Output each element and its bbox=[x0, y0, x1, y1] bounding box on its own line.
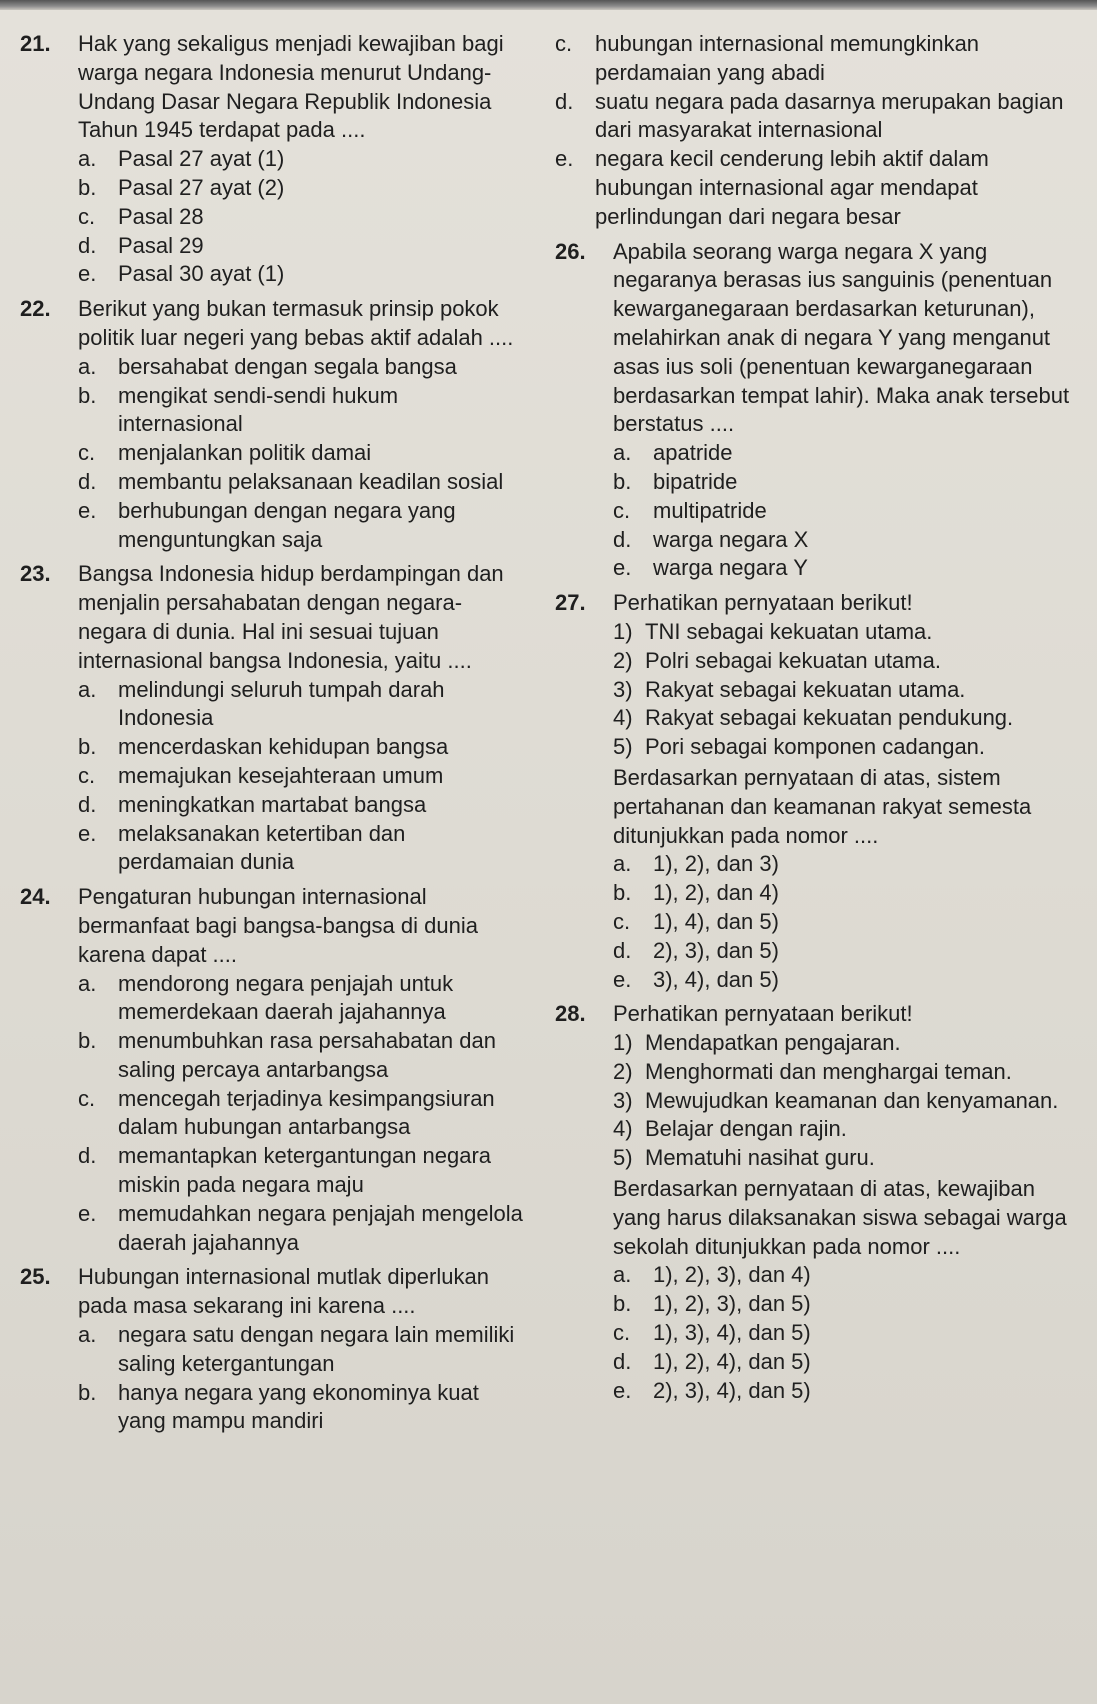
question-stem: Berikut yang bukan termasuk prinsip pokok politik luar negeri yang bebas aktif adalah .... bbox=[78, 296, 514, 350]
option-text: 1), 2), 4), dan 5) bbox=[653, 1348, 811, 1374]
option-label: d. bbox=[613, 526, 632, 552]
question-stem: Bangsa Indonesia hidup berdampingan dan menjalin persahabatan dengan negara-negara di dunia. Hal ini sesuai tujuan internasional bangsa Indonesia, yaitu .... bbox=[78, 561, 504, 673]
item-text: Polri sebagai kekuatan utama. bbox=[645, 647, 941, 673]
option-label: b. bbox=[78, 1028, 97, 1054]
option-label: a. bbox=[78, 970, 97, 996]
option-text: warga negara Y bbox=[653, 555, 808, 581]
option-label: b. bbox=[613, 468, 632, 494]
item-text: Rakyat sebagai kekuatan pendukung. bbox=[645, 705, 1014, 731]
option-text: Pasal 30 ayat (1) bbox=[118, 261, 285, 287]
item-label: 1) bbox=[613, 618, 633, 644]
option-label: c. bbox=[78, 440, 96, 466]
option-text: hubungan internasional memungkinkan perdamaian yang abadi bbox=[595, 31, 980, 85]
option bbox=[20, 733, 525, 762]
item-text: Pori sebagai komponen cadangan. bbox=[645, 734, 986, 760]
question-27 bbox=[555, 589, 1085, 994]
question-21 bbox=[20, 30, 525, 289]
option bbox=[20, 1321, 525, 1379]
question-number: 26. bbox=[555, 238, 586, 264]
option bbox=[555, 30, 1085, 88]
statement-item bbox=[555, 704, 1085, 733]
option bbox=[555, 439, 1085, 468]
option bbox=[555, 1290, 1085, 1319]
option-label: c. bbox=[555, 31, 573, 56]
option-label: c. bbox=[613, 908, 631, 934]
item-label: 4) bbox=[613, 1116, 633, 1142]
option-label: a. bbox=[78, 146, 97, 172]
option bbox=[555, 879, 1085, 908]
option-text: menjalankan politik damai bbox=[118, 440, 372, 466]
question-number: 22. bbox=[20, 296, 51, 322]
question-stem: Hubungan internasional mutlak diperlukan pada masa sekarang ini karena .... bbox=[78, 1264, 489, 1319]
item-label: 2) bbox=[613, 647, 633, 673]
item-text: Menghormati dan menghargai teman. bbox=[645, 1058, 1012, 1084]
option-text: berhubungan dengan negara yang menguntungkan saja bbox=[118, 497, 456, 552]
item-label: 3) bbox=[613, 1087, 633, 1113]
option-text: mendorong negara penjajah untuk memerdekaan daerah jajahannya bbox=[118, 970, 454, 1025]
option-text: mencerdaskan kehidupan bangsa bbox=[118, 734, 449, 760]
option-label: a. bbox=[78, 676, 97, 702]
question-22 bbox=[20, 295, 525, 554]
option bbox=[20, 353, 525, 382]
question-stem: Perhatikan pernyataan berikut! bbox=[613, 1001, 913, 1027]
top-edge bbox=[0, 0, 1097, 10]
option-label: e. bbox=[613, 1377, 632, 1403]
option-text: memajukan kesejahteraan umum bbox=[118, 762, 444, 788]
option-text: 1), 2), 3), dan 5) bbox=[653, 1291, 811, 1317]
right-column bbox=[555, 30, 1085, 1411]
option-label: c. bbox=[78, 762, 96, 788]
question-number: 21. bbox=[20, 31, 51, 56]
statement-item bbox=[555, 1115, 1085, 1144]
item-text: Belajar dengan rajin. bbox=[645, 1116, 847, 1142]
option-text: 1), 2), dan 3) bbox=[653, 851, 779, 877]
option-label: d. bbox=[613, 937, 632, 963]
option bbox=[20, 1379, 525, 1437]
statement-item bbox=[555, 1144, 1085, 1173]
statement-item bbox=[555, 1058, 1085, 1087]
option-text: melindungi seluruh tumpah darah Indonesia bbox=[118, 676, 445, 731]
statement-item bbox=[555, 733, 1085, 762]
question-stem: Apabila seorang warga negara X yang negaranya berasas ius sanguinis (penentuan kewarganegaraan berdasarkan keturunan), melahirkan anak di negara Y yang menganut asas ius soli (penentuan kewarganegaraan berdasarkan tempat lahir). Maka anak tersebut berstatus .... bbox=[613, 238, 1070, 437]
statement-item bbox=[555, 647, 1085, 676]
option bbox=[20, 970, 525, 1028]
option-text: negara kecil cenderung lebih aktif dalam hubungan internasional agar mendapat perlindungan dari negara besar bbox=[595, 146, 989, 229]
option bbox=[20, 676, 525, 734]
option-label: a. bbox=[78, 353, 97, 379]
left-column bbox=[20, 30, 525, 1442]
option-text: Pasal 27 ayat (1) bbox=[118, 146, 285, 172]
option-label: e. bbox=[78, 497, 97, 523]
option-label: d. bbox=[78, 468, 97, 494]
question-number: 24. bbox=[20, 884, 51, 910]
question-stem: Pengaturan hubungan internasional bermanfaat bagi bangsa-bangsa di dunia karena dapat .... bbox=[78, 884, 478, 967]
option bbox=[555, 908, 1085, 937]
option-text: melaksanakan ketertiban dan perdamaian dunia bbox=[118, 820, 406, 875]
option-label: a. bbox=[613, 1262, 632, 1288]
option-label: b. bbox=[613, 1291, 632, 1317]
statement-item bbox=[555, 1029, 1085, 1058]
question-number: 23. bbox=[20, 561, 51, 587]
option bbox=[555, 88, 1085, 146]
item-text: Mewujudkan keamanan dan kenyamanan. bbox=[645, 1087, 1059, 1113]
option-text: Pasal 27 ayat (2) bbox=[118, 174, 285, 200]
option bbox=[20, 762, 525, 791]
option-label: c. bbox=[78, 203, 96, 229]
option-label: a. bbox=[613, 851, 632, 877]
option bbox=[555, 1261, 1085, 1290]
option-text: warga negara X bbox=[653, 526, 809, 552]
option bbox=[555, 468, 1085, 497]
option-label: b. bbox=[613, 880, 632, 906]
option bbox=[20, 439, 525, 468]
option-text: 1), 2), 3), dan 4) bbox=[653, 1262, 811, 1288]
option-text: bersahabat dengan segala bangsa bbox=[118, 353, 457, 379]
item-label: 5) bbox=[613, 734, 633, 760]
option bbox=[555, 966, 1085, 995]
option bbox=[20, 1142, 525, 1200]
option-label: c. bbox=[78, 1085, 96, 1111]
option bbox=[555, 937, 1085, 966]
option bbox=[20, 232, 525, 261]
option bbox=[20, 174, 525, 203]
option bbox=[20, 468, 525, 497]
question-prompt: Berdasarkan pernyataan di atas, sistem pertahanan dan keamanan rakyat semesta ditunjukkan pada nomor .... bbox=[613, 764, 1032, 848]
option-text: 1), 4), dan 5) bbox=[653, 908, 779, 934]
option-text: 2), 3), 4), dan 5) bbox=[653, 1377, 811, 1403]
option-label: a. bbox=[613, 440, 632, 466]
option-text: memudahkan negara penjajah mengelola daerah jajahannya bbox=[118, 1200, 523, 1255]
option bbox=[20, 382, 525, 440]
option bbox=[555, 1377, 1085, 1406]
option-text: apatride bbox=[653, 440, 733, 466]
option-label: e. bbox=[613, 555, 632, 581]
option-text: 1), 2), dan 4) bbox=[653, 880, 779, 906]
option-text: mengikat sendi-sendi hukum internasional bbox=[118, 382, 399, 437]
item-text: Mendapatkan pengajaran. bbox=[645, 1030, 901, 1056]
option-label: e. bbox=[78, 1200, 97, 1226]
item-label: 2) bbox=[613, 1058, 633, 1084]
question-stem: Hak yang sekaligus menjadi kewajiban bagi warga negara Indonesia menurut Undang-Undang Dasar Negara Republik Indonesia Tahun 1945 terdapat pada .... bbox=[78, 31, 504, 143]
option-text: bipatride bbox=[653, 468, 738, 494]
item-label: 3) bbox=[613, 676, 633, 702]
item-label: 4) bbox=[613, 705, 633, 731]
item-text: Mematuhi nasihat guru. bbox=[645, 1145, 875, 1171]
option bbox=[555, 554, 1085, 583]
option-label: b. bbox=[78, 1379, 97, 1405]
question-23 bbox=[20, 560, 525, 877]
option-label: b. bbox=[78, 382, 97, 408]
option-text: meningkatkan martabat bangsa bbox=[118, 791, 427, 817]
option bbox=[555, 850, 1085, 879]
question-26 bbox=[555, 238, 1085, 584]
option-label: e. bbox=[78, 261, 97, 287]
option bbox=[20, 1027, 525, 1085]
option-text: Pasal 28 bbox=[118, 203, 204, 229]
question-24 bbox=[20, 883, 525, 1257]
option-label: d. bbox=[555, 88, 574, 114]
option-label: d. bbox=[78, 1143, 97, 1169]
question-25-continued bbox=[555, 30, 1085, 232]
option-text: multipatride bbox=[653, 497, 767, 523]
item-text: Rakyat sebagai kekuatan utama. bbox=[645, 676, 966, 702]
option bbox=[20, 791, 525, 820]
statement-item bbox=[555, 676, 1085, 705]
question-number: 28. bbox=[555, 1001, 586, 1027]
option-label: a. bbox=[78, 1322, 97, 1348]
option-label: b. bbox=[78, 174, 97, 200]
option-label: b. bbox=[78, 734, 97, 760]
question-stem: Perhatikan pernyataan berikut! bbox=[613, 590, 913, 616]
option bbox=[20, 203, 525, 232]
item-label: 1) bbox=[613, 1030, 633, 1056]
option bbox=[20, 1200, 525, 1258]
option-text: membantu pelaksanaan keadilan sosial bbox=[118, 468, 504, 494]
option-label: d. bbox=[78, 232, 97, 258]
option-text: mencegah terjadinya kesimpangsiuran dalam hubungan antarbangsa bbox=[118, 1085, 495, 1140]
option-text: hanya negara yang ekonominya kuat yang mampu mandiri bbox=[118, 1379, 479, 1434]
option-label: e. bbox=[613, 966, 632, 992]
option bbox=[20, 1085, 525, 1143]
option-text: memantapkan ketergantungan negara miskin pada negara maju bbox=[118, 1143, 492, 1198]
option bbox=[555, 1319, 1085, 1348]
option bbox=[20, 497, 525, 555]
question-prompt: Berdasarkan pernyataan di atas, kewajiban yang harus dilaksanakan siswa sebagai warga sekolah ditunjukkan pada nomor .... bbox=[613, 1176, 1067, 1259]
option-text: 3), 4), dan 5) bbox=[653, 966, 779, 992]
option-text: Pasal 29 bbox=[118, 232, 204, 258]
option bbox=[555, 1348, 1085, 1377]
option bbox=[555, 497, 1085, 526]
option bbox=[20, 820, 525, 878]
question-number: 27. bbox=[555, 590, 586, 616]
statement-item bbox=[555, 1087, 1085, 1116]
option bbox=[555, 145, 1085, 231]
option-label: e. bbox=[555, 146, 574, 172]
statement-item bbox=[555, 618, 1085, 647]
option bbox=[20, 145, 525, 174]
option-text: 2), 3), dan 5) bbox=[653, 937, 779, 963]
option-text: suatu negara pada dasarnya merupakan bagian dari masyarakat internasional bbox=[595, 88, 1064, 143]
option-text: 1), 3), 4), dan 5) bbox=[653, 1320, 811, 1346]
option bbox=[20, 260, 525, 289]
item-label: 5) bbox=[613, 1145, 633, 1171]
option-label: e. bbox=[78, 820, 97, 846]
option-label: d. bbox=[78, 791, 97, 817]
question-28 bbox=[555, 1000, 1085, 1405]
option-label: c. bbox=[613, 1320, 631, 1346]
option-label: c. bbox=[613, 497, 631, 523]
item-text: TNI sebagai kekuatan utama. bbox=[645, 618, 933, 644]
question-25 bbox=[20, 1263, 525, 1436]
option-text: menumbuhkan rasa persahabatan dan saling percaya antarbangsa bbox=[118, 1028, 496, 1082]
question-number: 25. bbox=[20, 1264, 51, 1290]
option bbox=[555, 526, 1085, 555]
option-text: negara satu dengan negara lain memiliki saling ketergantungan bbox=[118, 1322, 515, 1376]
option-label: d. bbox=[613, 1348, 632, 1374]
